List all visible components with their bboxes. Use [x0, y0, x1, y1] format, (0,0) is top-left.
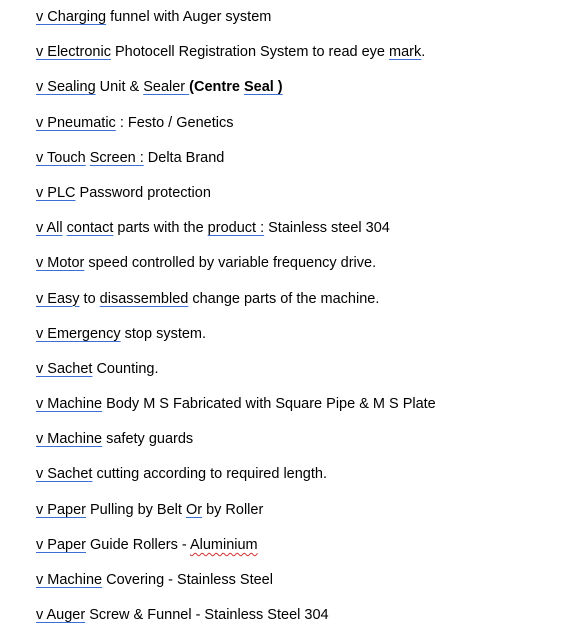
text-segment: Sealer: [143, 79, 190, 96]
text-segment: v Machine: [36, 396, 103, 413]
list-item: [36, 42, 576, 77]
text-segment: : Festo / Genetics: [115, 114, 234, 131]
text-segment: parts with the: [113, 220, 208, 237]
text-segment: v Charging: [36, 9, 107, 25]
list-item: [36, 289, 576, 324]
text-segment: Delta Brand: [143, 149, 225, 166]
list-item: [36, 113, 576, 148]
text-segment: Unit &: [95, 79, 144, 96]
text-segment: Body M S Fabricated with Square Pipe & M S Plate: [102, 396, 436, 413]
list-item: [36, 570, 576, 605]
text-segment: Or: [185, 501, 203, 518]
text-segment: disassembled: [99, 290, 189, 307]
text-segment: v Emergency: [36, 325, 121, 342]
text-segment: funnel with Auger system: [106, 9, 272, 25]
text-segment: v Paper: [36, 501, 86, 518]
document-body: [36, 7, 576, 640]
text-segment: v Auger: [36, 607, 86, 624]
text-segment: Aluminium: [189, 536, 258, 553]
text-segment: cutting according to required length.: [92, 466, 327, 483]
text-segment: v Touch: [36, 149, 86, 166]
text-segment: Screw & Funnel - Stainless Steel 304: [85, 607, 329, 624]
list-item: [36, 464, 576, 499]
text-segment: v Motor: [36, 255, 85, 272]
text-segment: Stainless steel 304: [264, 220, 390, 237]
text-segment: v All: [36, 220, 63, 237]
text-segment: v Pneumatic: [36, 114, 116, 131]
text-segment: product :: [207, 220, 265, 237]
text-segment: (Centre: [189, 79, 244, 96]
list-item: [36, 148, 576, 183]
text-segment: v Machine: [36, 431, 103, 448]
text-segment: Counting.: [92, 360, 159, 377]
text-segment: change parts of the machine.: [188, 290, 380, 307]
text-segment: to: [79, 290, 100, 307]
list-item: [36, 7, 576, 42]
list-item: [36, 77, 576, 112]
text-segment: v Machine: [36, 572, 103, 588]
text-segment: Guide Rollers -: [85, 536, 190, 553]
text-segment: Screen :: [89, 149, 144, 166]
text-segment: by Roller: [202, 501, 264, 518]
text-segment: v Paper: [36, 536, 86, 553]
text-segment: v Electronic: [36, 44, 111, 61]
list-item: [36, 429, 576, 464]
text-segment: v Sachet: [36, 360, 93, 377]
list-item: [36, 359, 576, 394]
text-segment: mark: [389, 44, 422, 61]
text-segment: stop system.: [120, 325, 207, 342]
text-segment: v Easy: [36, 290, 80, 307]
text-segment: Photocell Registration System to read eye: [110, 44, 390, 61]
text-segment: safety guards: [102, 431, 194, 448]
list-item: [36, 535, 576, 570]
text-segment: v Sachet: [36, 466, 93, 483]
text-segment: v PLC: [36, 184, 76, 201]
list-item: [36, 218, 576, 253]
list-item: [36, 500, 576, 535]
text-segment: contact: [66, 220, 114, 237]
list-item: [36, 605, 576, 640]
text-segment: speed controlled by variable frequency drive.: [84, 255, 377, 272]
text-segment: Password protection: [75, 184, 211, 201]
text-segment: .: [421, 44, 426, 61]
list-item: [36, 183, 576, 218]
list-item: [36, 324, 576, 359]
text-segment: v Sealing: [36, 79, 96, 96]
text-segment: Pulling by Belt: [85, 501, 186, 518]
list-item: [36, 253, 576, 288]
text-segment: Covering - Stainless Steel: [102, 572, 273, 588]
text-segment: Seal ): [243, 79, 283, 96]
list-item: [36, 394, 576, 429]
